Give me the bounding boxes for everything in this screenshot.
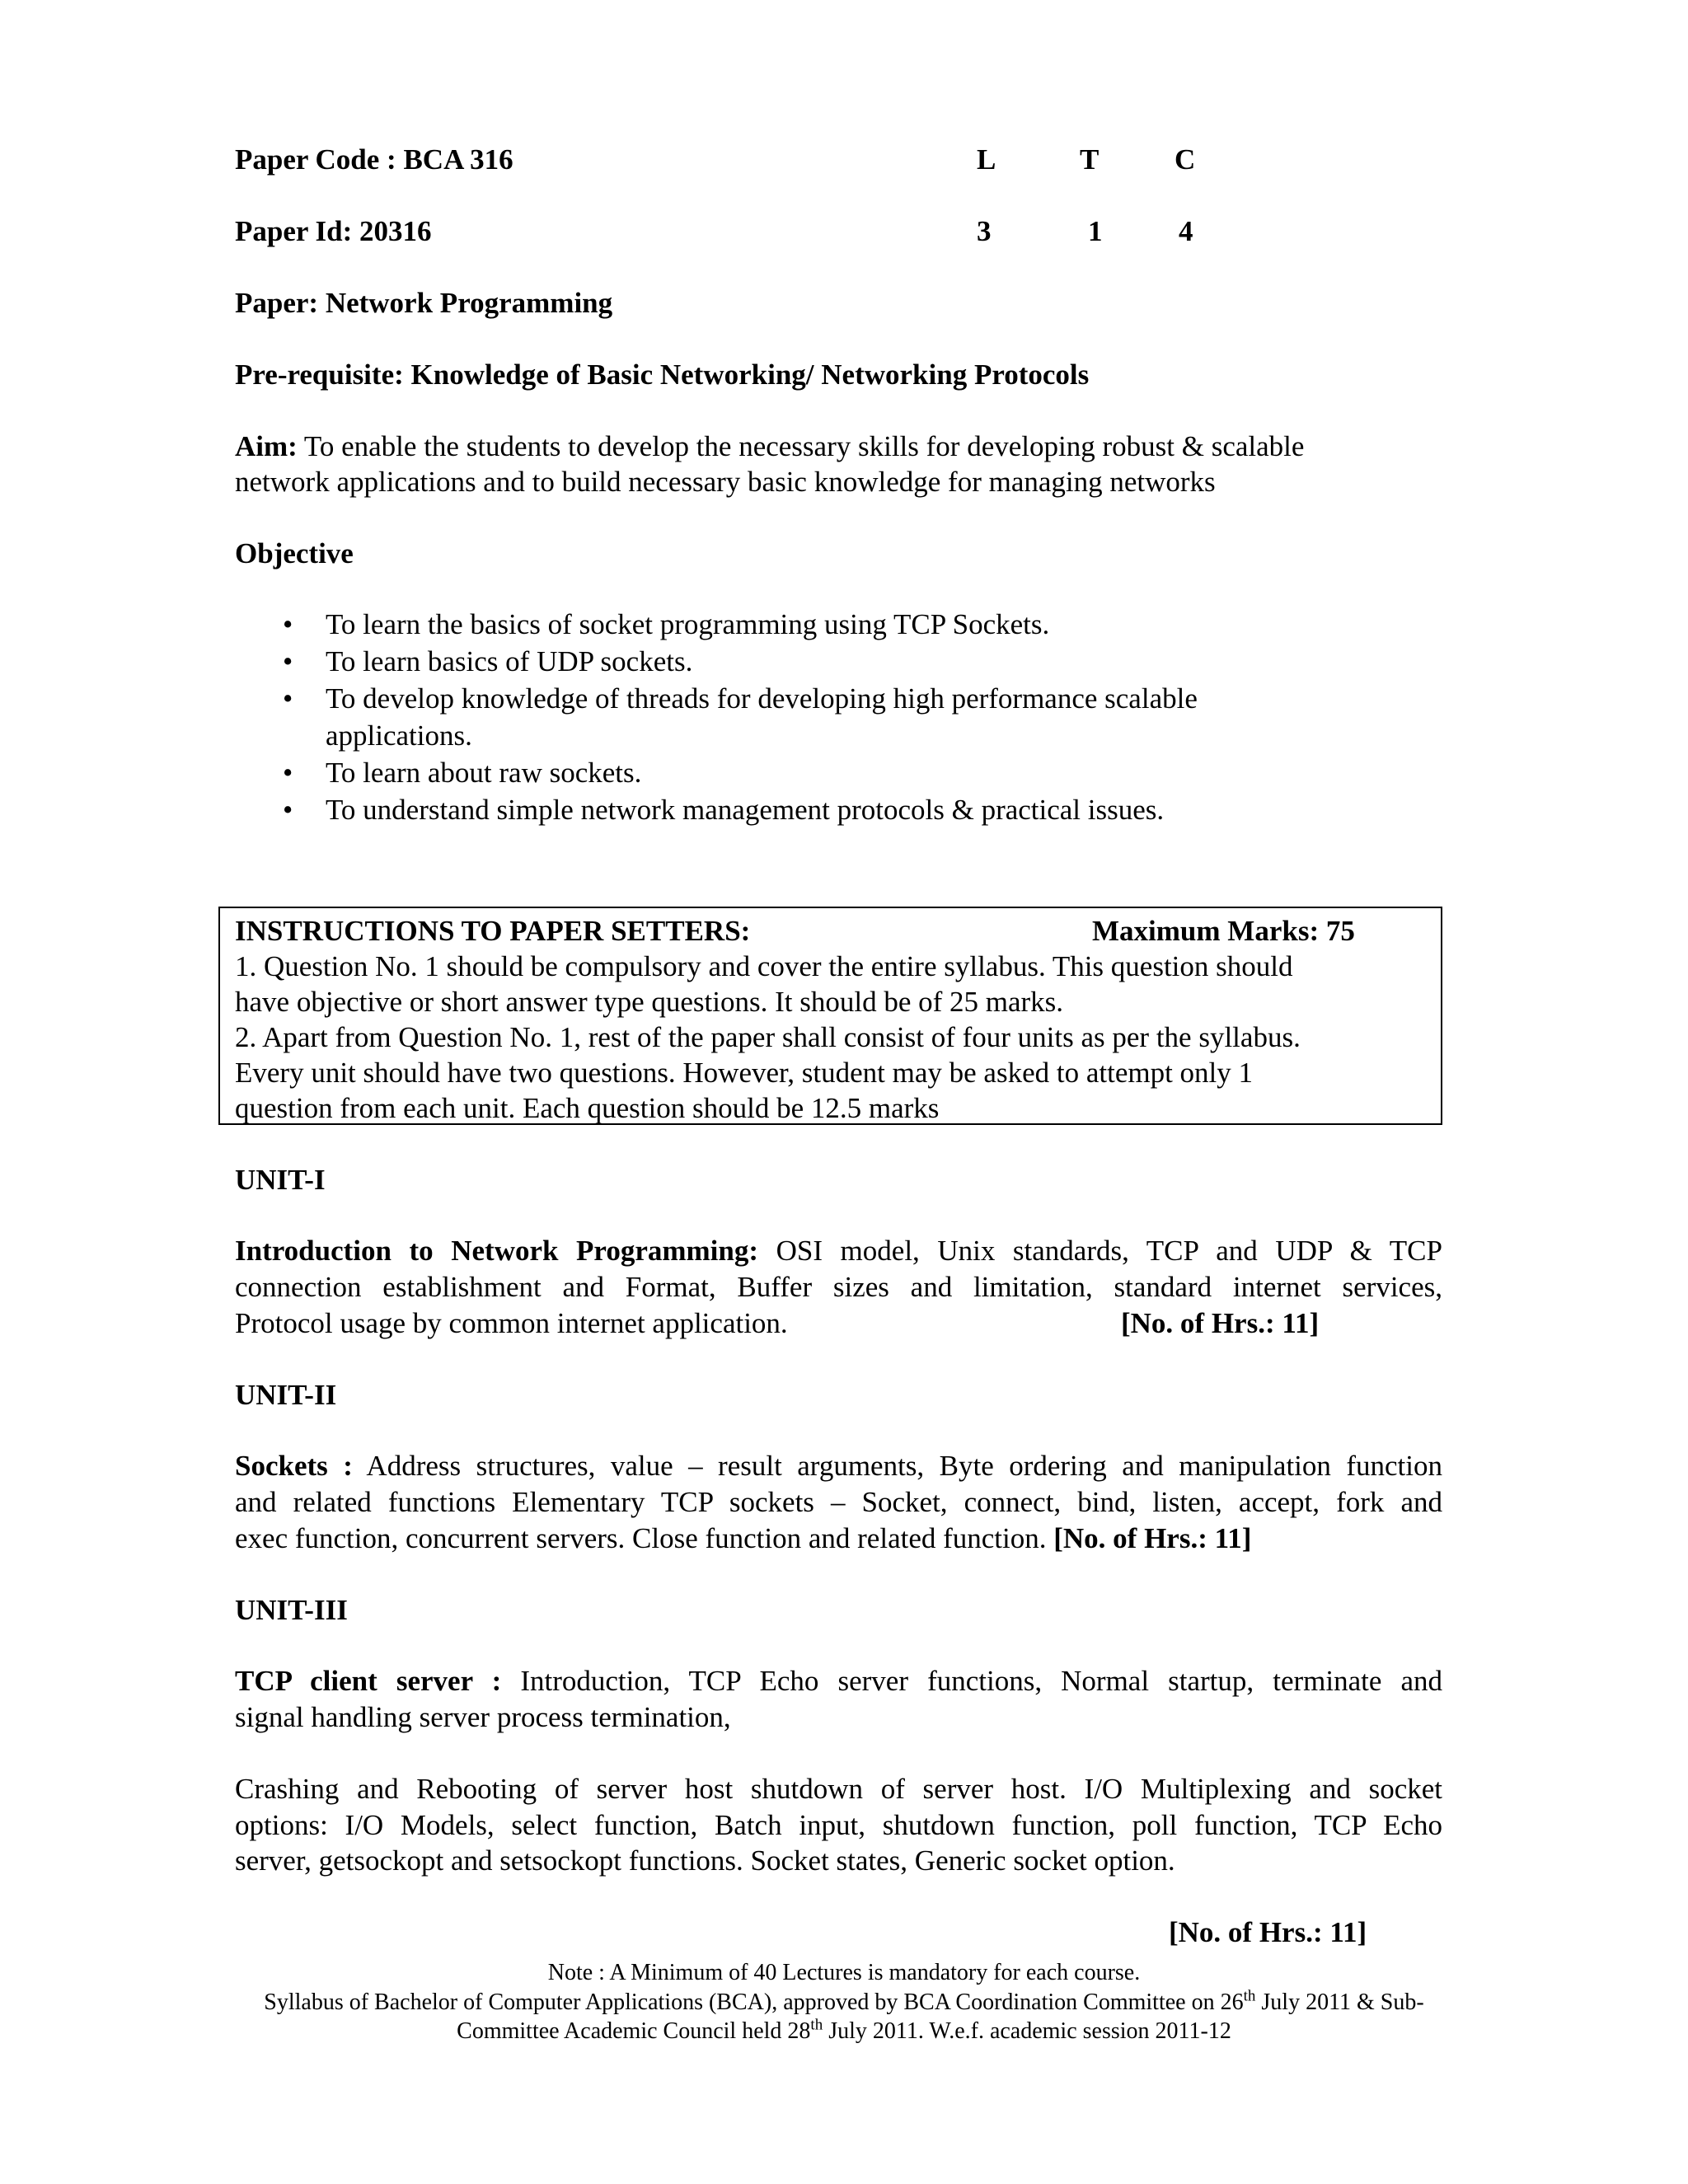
objective-item: • To learn the basics of socket programming using TCP Sockets.: [235, 606, 1372, 643]
objective-list: [235, 606, 1372, 828]
footer-line-2: Syllabus of Bachelor of Computer Applications (BCA), approved by BCA Coordination Committee on 26th July 2011 & Sub-: [264, 1987, 1424, 2015]
unit-3-hours: [No. of Hrs.: 11]: [1169, 1916, 1367, 1948]
unit-2-title: UNIT-II: [235, 1379, 337, 1411]
unit-3-paragraph-2: Crashing and Rebooting of server host shutdown of server host. I/O Multiplexing and socket options: I/O Models, select function, Batch input, shutdown function, poll function, TCP Echo: [235, 1773, 1442, 1841]
unit-3-line-2: signal handling server process termination,: [235, 1701, 731, 1733]
unit-2-hours: [No. of Hrs.: 11]: [1053, 1522, 1252, 1554]
unit-1-hours: [No. of Hrs.: 11]: [1121, 1307, 1320, 1339]
bullet-icon: •: [283, 645, 293, 677]
unit-3-p2-line-3: server, getsockopt and setsockopt functions. Socket states, Generic socket option.: [235, 1844, 1175, 1877]
instructions-header: [235, 913, 1426, 949]
prerequisite: Pre-requisite: Knowledge of Basic Networking/ Networking Protocols: [235, 359, 1090, 391]
unit-1-body: Introduction to Network Programming: OSI model, Unix standards, TCP and UDP & TCP connection establishment and Format, Buffer sizes and limitation, standard internet services,: [235, 1235, 1442, 1303]
objective-title: Objective: [235, 537, 354, 569]
c-value: 4: [1179, 215, 1193, 247]
instruction-line: 1. Question No. 1 should be compulsory and cover the entire syllabus. This question should: [235, 950, 1293, 982]
unit-3-body: TCP client server : Introduction, TCP Echo server functions, Normal startup, terminate and: [235, 1665, 1442, 1697]
bullet-icon: •: [283, 757, 293, 789]
unit-3-lead: TCP client server :: [235, 1665, 502, 1697]
objective-item: • To learn about raw sockets.: [235, 754, 1372, 791]
paper-title: Paper: Network Programming: [235, 287, 613, 319]
bullet-icon: •: [283, 794, 293, 826]
paper-code: Paper Code : BCA 316: [235, 143, 513, 176]
bullet-icon: •: [283, 682, 293, 715]
unit-1-line-3: Protocol usage by common internet application.: [235, 1307, 788, 1339]
objective-item: • To learn basics of UDP sockets.: [235, 643, 1372, 680]
footer-line-3: Committee Academic Council held 28th July 2011. W.e.f. academic session 2011-12: [457, 2016, 1231, 2044]
instruction-line: question from each unit. Each question should be 12.5 marks: [235, 1092, 940, 1124]
bullet-icon: •: [283, 608, 293, 640]
instruction-line: 2. Apart from Question No. 1, rest of the paper shall consist of four units as per the syllabus.: [235, 1021, 1301, 1053]
aim-label: Aim:: [235, 430, 298, 462]
aim-line-2: network applications and to build necessary basic knowledge for managing networks: [235, 466, 1216, 498]
maximum-marks: Maximum Marks: 75: [1092, 915, 1355, 947]
footer-note: Note : A Minimum of 40 Lectures is mandatory for each course.: [547, 1960, 1141, 1985]
unit-3-title: UNIT-III: [235, 1594, 348, 1626]
unit-1-title: UNIT-I: [235, 1164, 326, 1196]
unit-2-line-3: exec function, concurrent servers. Close function and related function. [No. of Hrs.: 11]: [235, 1522, 1252, 1554]
unit-2-body: Sockets : Address structures, value – result arguments, Byte ordering and manipulation function and related functions Elementary TCP sockets – Socket, connect, bind, listen, accept, fork and: [235, 1450, 1442, 1518]
paper-id: Paper Id: 20316: [235, 215, 432, 247]
unit-1-lead: Introduction to Network Programming:: [235, 1235, 759, 1267]
l-label: L: [977, 143, 996, 176]
objective-item: • To understand simple network management protocols & practical issues.: [235, 791, 1372, 828]
instruction-line: have objective or short answer type questions. It should be of 25 marks.: [235, 986, 1064, 1018]
t-label: T: [1080, 143, 1100, 176]
unit-2-lead: Sockets :: [235, 1450, 353, 1482]
instructions-box: [218, 907, 1442, 1125]
instruction-line: Every unit should have two questions. However, student may be asked to attempt only 1: [235, 1057, 1254, 1089]
instructions-title: INSTRUCTIONS TO PAPER SETTERS:: [235, 915, 751, 947]
t-value: 1: [1088, 215, 1103, 247]
objective-item: • To develop knowledge of threads for developing high performance scalable applications.: [235, 680, 1298, 754]
aim-text-1: To enable the students to develop the necessary skills for developing robust & scalable: [297, 430, 1305, 462]
c-label: C: [1175, 143, 1196, 176]
aim-line-1: [235, 429, 1304, 465]
l-value: 3: [977, 215, 992, 247]
